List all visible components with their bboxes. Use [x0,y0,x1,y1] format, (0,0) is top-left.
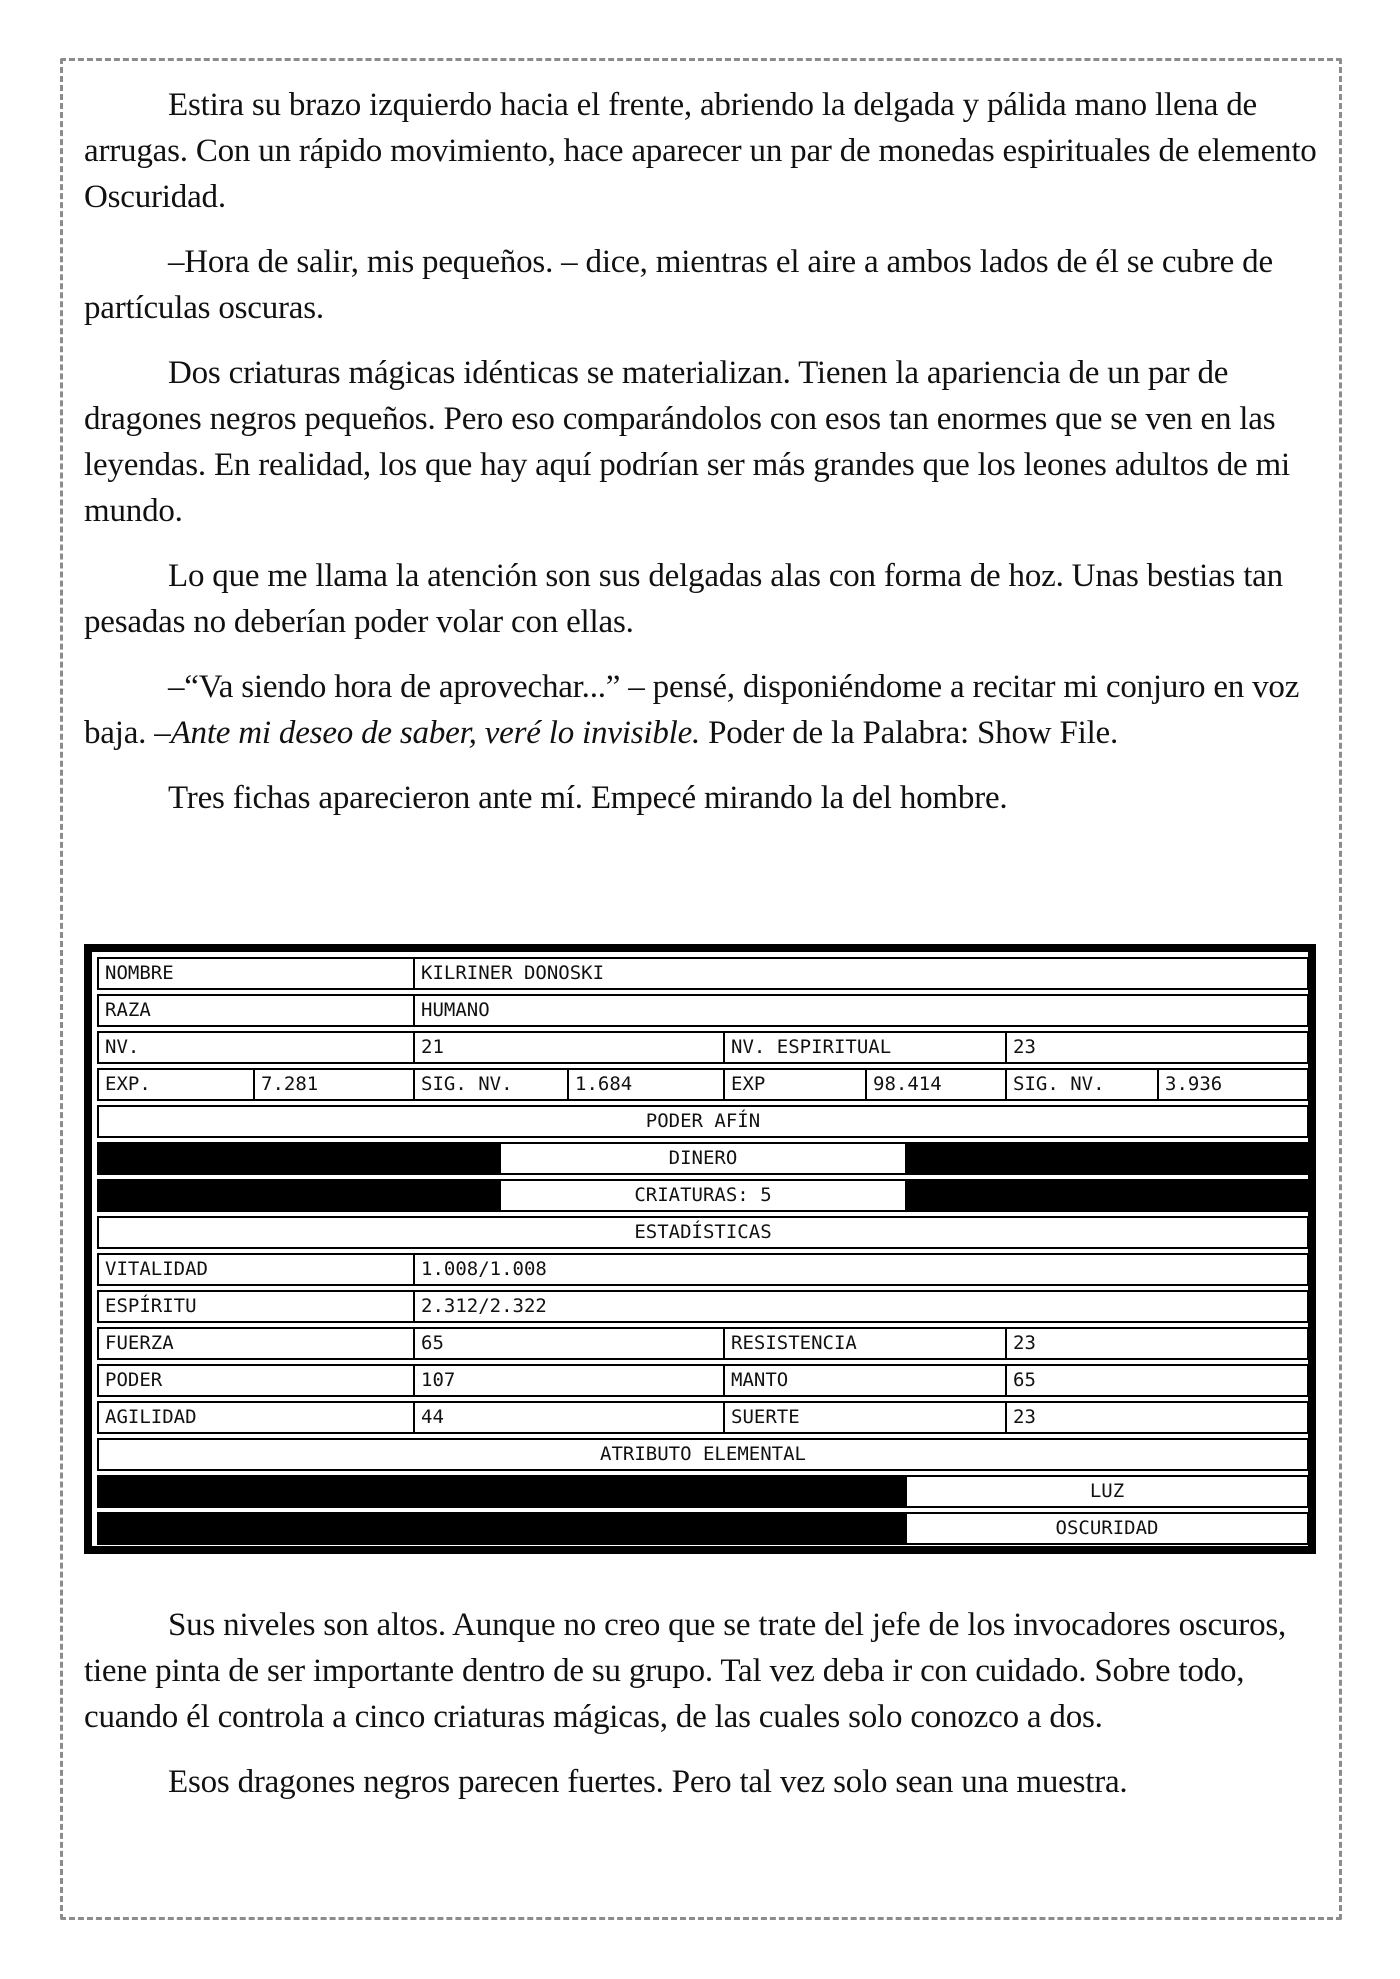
character-sheet [84,944,1316,1554]
resistencia-label: RESISTENCIA [723,1327,1007,1360]
sheet-row-vitalidad [97,1253,1303,1286]
poder-afin-header: PODER AFÍN [97,1105,1309,1138]
exp-espiritual-value: 98.414 [865,1068,1007,1101]
hidden-cell [97,1475,501,1508]
paragraph: Lo que me llama la atención son sus delgadas alas con forma de hoz. Unas bestias tan pesadas no deberían poder volar con ellas. [84,558,1283,640]
exp-label: EXP. [97,1068,255,1101]
fuerza-label: FUERZA [97,1327,415,1360]
sig-nv-espiritual-value: 3.936 [1157,1068,1309,1101]
hidden-cell [499,1475,907,1508]
hidden-cell [905,1142,1309,1175]
sheet-row-poder-afin [97,1105,1303,1138]
nv-espiritual-label: NV. ESPIRITUAL [723,1031,1007,1064]
paragraph-spell [84,664,1324,756]
paragraph: Estira su brazo izquierdo hacia el frente, abriendo la delgada y pálida mano llena de arrugas. Con un rápido movimiento, hace aparecer un par de monedas espirituales de elemento Oscuridad. [84,87,1317,215]
sig-nv-label: SIG. NV. [413,1068,569,1101]
sheet-row-dinero [97,1142,1303,1175]
paragraph: Tres fichas aparecieron ante mí. Empecé mirando la del hombre. [168,780,1008,816]
hidden-cell [905,1179,1309,1212]
poder-value: 107 [413,1364,725,1397]
exp-espiritual-label: EXP [723,1068,867,1101]
sheet-row-estadisticas [97,1216,1303,1249]
dinero-label: DINERO [499,1142,907,1175]
spell-text-before: –“Va siendo hora de aprovechar...” – pensé, disponiéndome a recitar mi conjuro en voz baja. – [84,669,1300,751]
espiritu-value: 2.312/2.322 [413,1290,1309,1323]
spell-text-after: Poder de la Palabra: Show File. [700,715,1119,751]
sheet-row-nivel [97,1031,1303,1064]
criaturas-label: CRIATURAS: 5 [499,1179,907,1212]
luz-label: LUZ [905,1475,1309,1508]
suerte-value: 23 [1005,1401,1309,1434]
sheet-row-espiritu [97,1290,1303,1323]
story-text-top [84,82,1324,840]
sig-nv-value: 1.684 [567,1068,725,1101]
nv-label: NV. [97,1031,415,1064]
nv-espiritual-value: 23 [1005,1031,1309,1064]
paragraph: –Hora de salir, mis pequeños. – dice, mientras el aire a ambos lados de él se cubre de partículas oscuras. [84,244,1273,326]
nv-value: 21 [413,1031,725,1064]
hidden-cell [97,1179,501,1212]
nombre-label: NOMBRE [97,957,415,990]
hidden-cell [97,1142,501,1175]
story-text-bottom [84,1602,1324,1824]
sheet-row-luz [97,1475,1303,1508]
suerte-label: SUERTE [723,1401,1007,1434]
nombre-value: KILRINER DONOSKI [413,957,1309,990]
vitalidad-value: 1.008/1.008 [413,1253,1309,1286]
manto-label: MANTO [723,1364,1007,1397]
exp-value: 7.281 [253,1068,415,1101]
hidden-cell [97,1512,501,1545]
oscuridad-label: OSCURIDAD [905,1512,1309,1545]
spell-incantation: Ante mi deseo de saber, veré lo invisible. [170,715,701,751]
resistencia-value: 23 [1005,1327,1309,1360]
fuerza-value: 65 [413,1327,725,1360]
sheet-row-agilidad [97,1401,1303,1434]
sheet-row-fuerza [97,1327,1303,1360]
atributo-elemental-header: ATRIBUTO ELEMENTAL [97,1438,1309,1471]
raza-label: RAZA [97,994,415,1027]
sheet-row-nombre [97,957,1303,990]
espiritu-label: ESPÍRITU [97,1290,415,1323]
sheet-row-criaturas [97,1179,1303,1212]
estadisticas-header: ESTADÍSTICAS [97,1216,1309,1249]
raza-value: HUMANO [413,994,1309,1027]
paragraph: Esos dragones negros parecen fuertes. Pero tal vez solo sean una muestra. [168,1764,1128,1800]
sheet-row-poder [97,1364,1303,1397]
agilidad-label: AGILIDAD [97,1401,415,1434]
sheet-row-atributo [97,1438,1303,1471]
paragraph: Dos criaturas mágicas idénticas se materializan. Tienen la apariencia de un par de dragones negros pequeños. Pero eso comparándolos con esos tan enormes que se ven en las leyendas. En realidad, los que hay aquí podrían ser más grandes que los leones adultos de mi mundo. [84,355,1290,529]
sheet-row-exp [97,1068,1303,1101]
agilidad-value: 44 [413,1401,725,1434]
sheet-row-raza [97,994,1303,1027]
paragraph: Sus niveles son altos. Aunque no creo que se trate del jefe de los invocadores oscuros, tiene pinta de ser importante dentro de su grupo. Tal vez deba ir con cuidado. Sobre todo, cuando él controla a cinco criaturas mágicas, de las cuales solo conozco a dos. [84,1607,1287,1735]
sig-nv-espiritual-label: SIG. NV. [1005,1068,1159,1101]
manto-value: 65 [1005,1364,1309,1397]
sheet-row-oscuridad [97,1512,1303,1545]
vitalidad-label: VITALIDAD [97,1253,415,1286]
hidden-cell [499,1512,907,1545]
poder-label: PODER [97,1364,415,1397]
